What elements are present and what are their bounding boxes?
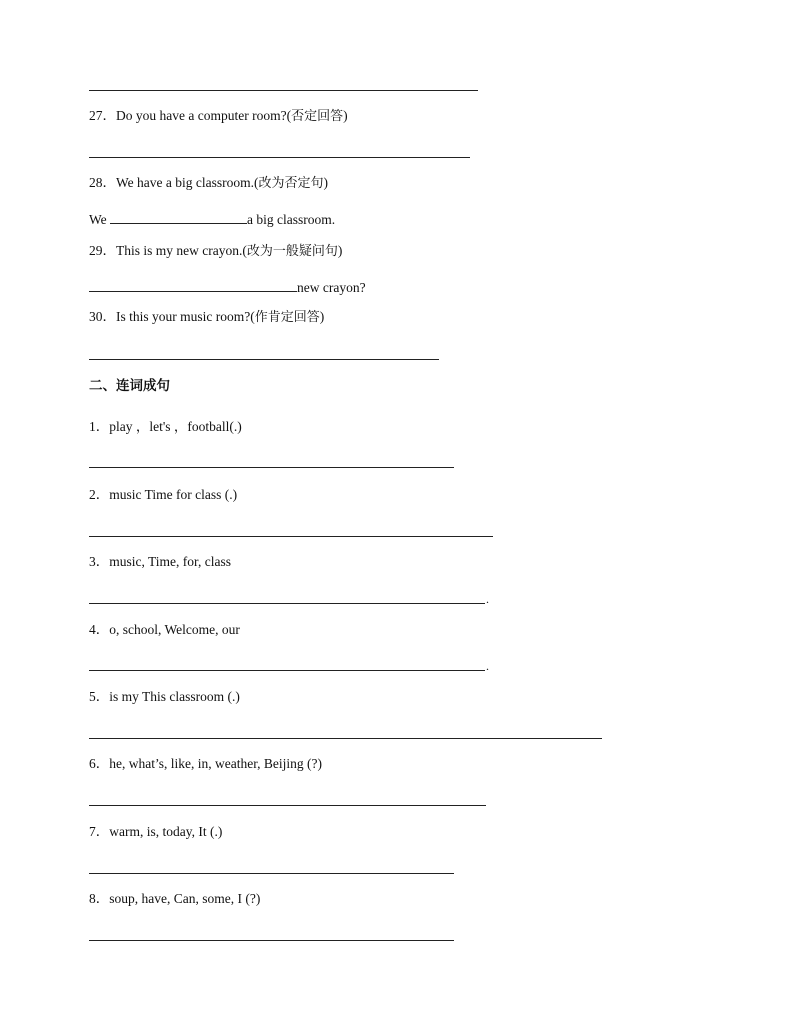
question-28-text: 28．We have a big classroom.( [89,175,259,190]
question-29 [89,243,342,260]
question-27-text: 27．Do you have a computer room?( [89,108,292,123]
question-29-fill [89,278,366,296]
question-28-fill [89,210,335,228]
question-30 [89,309,324,326]
trailing-dot: . [486,659,489,673]
question-28-prefix: We [89,212,107,227]
question-28-end: ) [323,175,329,190]
answer-line[interactable] [89,738,602,739]
question-29-blank[interactable] [89,278,297,292]
question-28-blank[interactable] [110,210,247,224]
question-27 [89,108,348,125]
question-28-instruction: 改为否定句 [258,176,324,191]
section-heading: 二、连词成句 [89,378,170,394]
question-27-instruction: 否定回答 [291,109,344,124]
list-item: 8．soup, have, Can, some, I (?) [89,891,261,906]
list-item: 5．is my This classroom (.) [89,689,240,704]
list-item: 7．warm, is, today, It (.) [89,824,223,839]
list-item: 1．play ，let's ，football(.) [89,419,242,434]
answer-line-30[interactable] [89,359,439,360]
question-29-end: ) [337,243,343,258]
list-item: 2．music Time for class (.) [89,487,238,502]
answer-line[interactable] [89,467,454,468]
answer-line-26 [89,90,478,91]
question-28 [89,175,328,192]
answer-line[interactable] [89,873,454,874]
answer-line[interactable] [89,940,454,941]
question-30-end: ) [319,309,325,324]
list-item: 6．he, what’s, like, in, weather, Beijing (?) [89,756,323,771]
question-30-instruction: 作肯定回答 [254,310,320,325]
question-30-text: 30．Is this your music room?( [89,309,255,324]
answer-line-27[interactable] [89,157,470,158]
question-28-suffix: a big classroom. [247,212,336,227]
answer-line[interactable] [89,805,486,806]
list-item: 3．music, Time, for, class [89,554,231,569]
question-29-instruction: 改为一般疑问句 [246,244,338,259]
answer-line[interactable] [89,603,485,604]
list-item: 4．o, school, Welcome, our [89,622,240,637]
question-29-text: 29．This is my new crayon.( [89,243,247,258]
answer-line[interactable] [89,670,485,671]
answer-line[interactable] [89,536,493,537]
question-27-end: ) [343,108,348,123]
trailing-dot: . [486,592,489,606]
question-29-suffix: new crayon? [297,280,366,295]
